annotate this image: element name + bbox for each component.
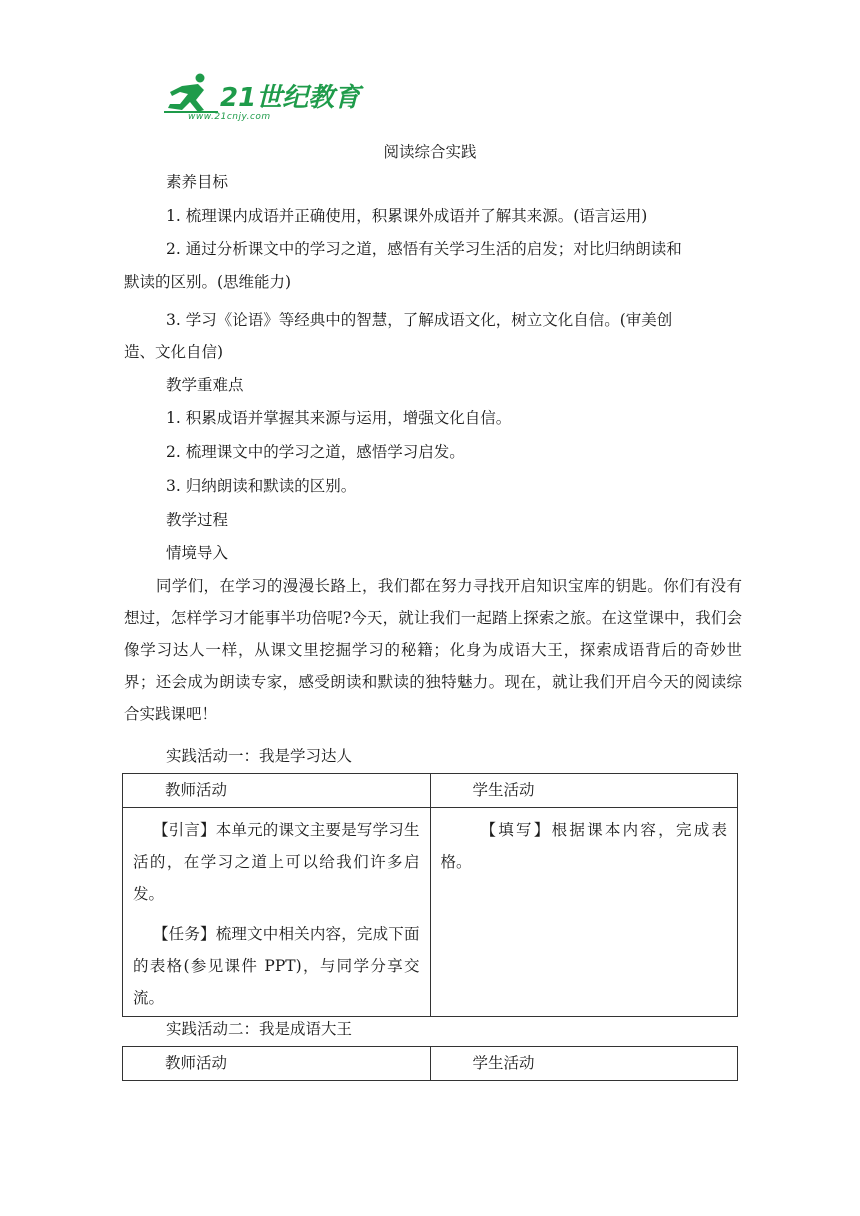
goals-heading: 素养目标 [166,173,229,191]
teacher-activity-cell [123,808,431,1017]
key-2: 2. 梳理课文中的学习之道，感悟学习启发。 [166,443,465,461]
logo-brand-text: 21世纪教育 [220,83,361,113]
activity-1-table [122,773,738,1017]
process-heading: 教学过程 [166,511,229,529]
runner-logo-icon [160,72,370,116]
teacher-task-text: 【任务】梳理文中相关内容，完成下面的表格(参见课件 PPT)，与同学分享交流。 [133,925,420,1007]
goal-2-line-1: 2. 通过分析课文中的学习之道，感悟有关学习生活的启发；对比归纳朗读和 [166,240,682,258]
student-column-header: 学生活动 [430,1047,738,1081]
goal-3-line-1: 3. 学习《论语》等经典中的智慧，了解成语文化，树立文化自信。(审美创 [166,311,673,329]
table-header-row [123,1047,738,1081]
activity-2-heading: 实践活动二：我是成语大王 [166,1020,353,1038]
table-header-row [123,774,738,808]
logo-url: www.21cnjy.com [188,112,271,122]
goal-1: 1. 梳理课内成语并正确使用，积累课外成语并了解其来源。(语言运用) [166,207,648,225]
goal-2-line-2: 默读的区别。(思维能力) [124,273,292,291]
activity-2-table [122,1046,738,1081]
student-fill-text: 【填写】根据课本内容，完成表格。 [440,821,727,871]
student-column-header: 学生活动 [430,774,738,808]
teacher-column-header: 教师活动 [123,1047,431,1081]
teacher-intro-text: 【引言】本单元的课文主要是写学习生活的，在学习之道上可以给我们许多启发。 [133,821,420,903]
student-activity-cell [430,808,738,1017]
key-1: 1. 积累成语并掌握其来源与运用，增强文化自信。 [166,409,512,427]
goal-3-line-2: 造、文化自信) [124,343,224,361]
table-row [123,808,738,1017]
intro-heading: 情境导入 [166,544,229,562]
key-3: 3. 归纳朗读和默读的区别。 [166,477,357,495]
activity-1-heading: 实践活动一：我是学习达人 [166,747,353,765]
logo [160,72,370,128]
key-heading: 教学重难点 [166,376,244,394]
teacher-column-header: 教师活动 [123,774,431,808]
page-title: 阅读综合实践 [383,143,477,161]
intro-paragraph: 同学们，在学习的漫漫长路上，我们都在努力寻找开启知识宝库的钥匙。你们有没有想过，怎样学习才能事半功倍呢?今天，就让我们一起踏上探索之旅。在这堂课中，我们会像学习达人一样，从课文里挖掘学习的秘籍；化身为成语大王，探索成语背后的奇妙世界；还会成为朗读专家，感受朗读和默读的独特魅力。现在，就让我们开启今天的阅读综合实践课吧！ [124,577,742,723]
